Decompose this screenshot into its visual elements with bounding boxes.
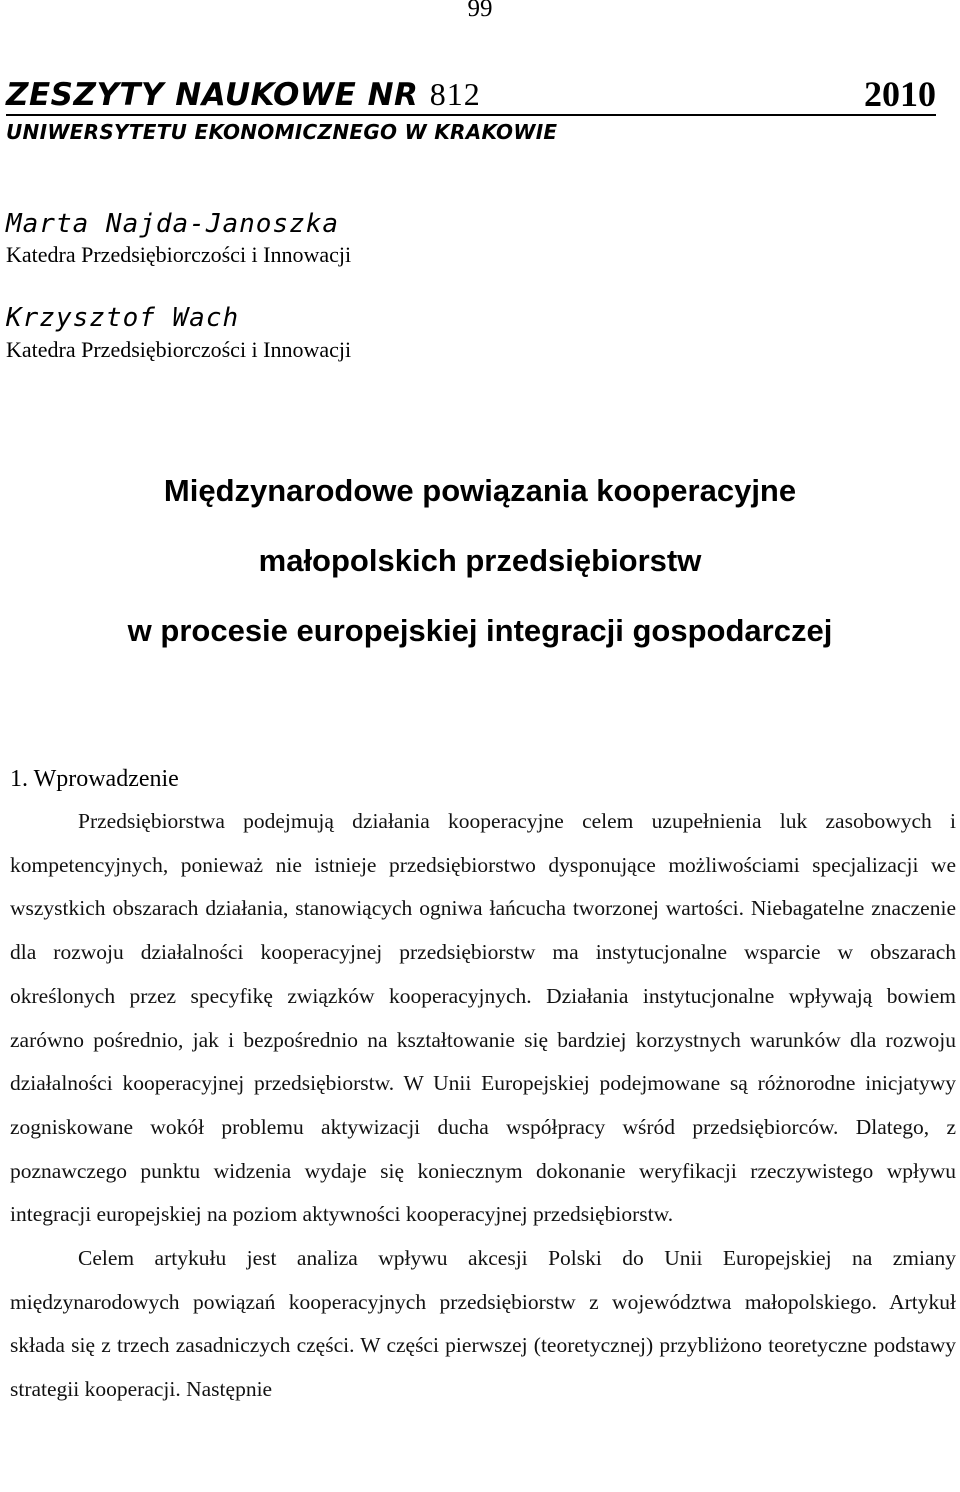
university-name: UNIWERSYTETU EKONOMICZNEGO W KRAKOWIE [6, 120, 558, 144]
page-number: 99 [467, 0, 493, 22]
article-title-line: małopolskich przedsiębiorstw [258, 543, 702, 578]
author-affiliation: Katedra Przedsiębiorczości i Innowacji [6, 337, 352, 362]
article-title-line: w procesie europejskiej integracji gospodarczej [127, 613, 833, 648]
journal-number: 812 [429, 76, 481, 112]
journal-header [6, 74, 936, 116]
body-paragraph: Przedsiębiorstwa podejmują działania kooperacyjne celem uzupełnienia luk zasobowych i kompetencyjnych, ponieważ nie istnieje przedsiębiorstwo dysponujące możliwościami specjalizacji we wszystkich obszarach działania, stanowiących ogniwa łańcucha tworzonej wartości. Niebagatelne znaczenie dla rozwoju działalności kooperacyjnej przedsiębiorstw ma instytucjonalne wsparcie w obszarach określonych przez specyfikę związków kooperacyjnych. Działania instytucjonalne wpływają bowiem zarówno pośrednio, jak i bezpośrednio na kształtowanie się bardziej korzystnych warunków dla rozwoju działalności kooperacyjnej przedsiębiorstw. W Unii Europejskiej podejmowane są różnorodne inicjatywy zogniskowane wokół problemu aktywizacji ducha współpracy wśród przedsiębiorców. Dlatego, z poznawczego punktu widzenia wydaje się koniecznym dokonanie weryfikacji rzeczywistego wpływu integracji europejskiej na poziom aktywności kooperacyjnej przedsiębiorstw. [10, 809, 956, 1227]
section-body [10, 800, 956, 1412]
article-title [0, 466, 960, 676]
author-name: Marta Najda-Janoszka [6, 209, 340, 239]
section-heading: 1. Wprowadzenie [10, 766, 179, 792]
journal-title-text: ZESZYTY NAUKOWE NR [6, 77, 419, 113]
article-title-line: Międzynarodowe powiązania kooperacyjne [163, 473, 797, 508]
body-paragraph: Celem artykułu jest analiza wpływu akcesji Polski do Unii Europejskiej na zmiany międzynarodowych powiązań kooperacyjnych przedsiębiorstw z województwa małopolskiego. Artykuł składa się z trzech zasadniczych części. W części pierwszej (teoretycznej) przybliżono teoretyczne podstawy strategii kooperacji. Następnie [10, 1246, 956, 1402]
author-affiliation: Katedra Przedsiębiorczości i Innowacji [6, 242, 352, 267]
author-name: Krzysztof Wach [6, 303, 240, 333]
journal-title [6, 74, 481, 115]
journal-year: 2010 [864, 74, 936, 114]
